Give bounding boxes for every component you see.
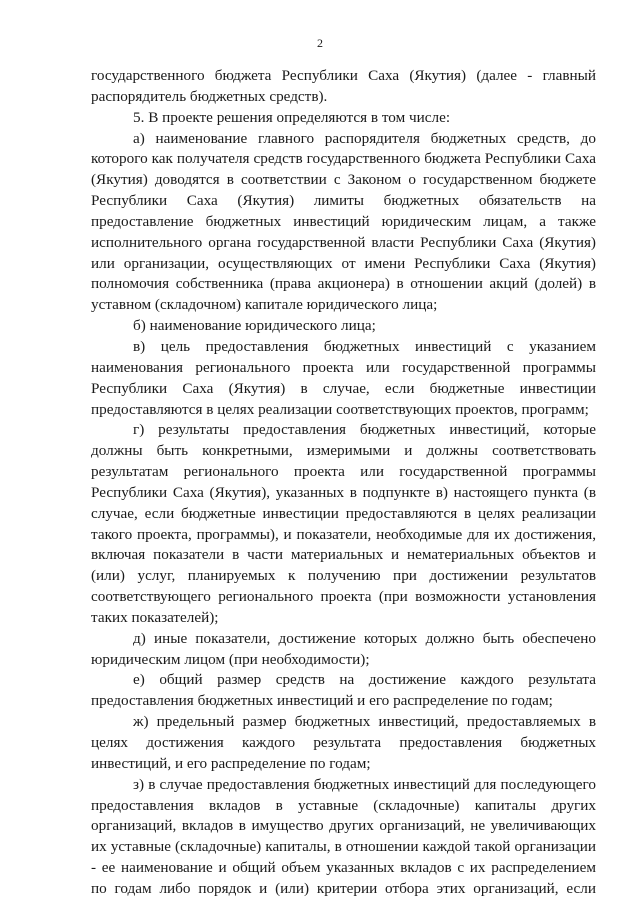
paragraph-subitem-g: г) результаты предоставления бюджетных инвестиций, которые должны быть конкретными, измеримыми и должны соответствовать результатам регионального проекта или государственной программы Республики Саха (Якутия), указанных в подпункте в) настоящего пункта (в случае, если бюджетные инвестиции предоставляются в целях реализации такого проекта, программы), и показатели, необходимые для их достижения, включая показатели в части материальных и нематериальных объектов и (или) услуг, планируемых к получению при достижении результатов соответствующего регионального проекта (при возможности установления таких показателей);	[91, 421, 596, 626]
document-body	[91, 66, 596, 900]
paragraph-subitem-a: а) наименование главного распорядителя бюджетных средств, до которого как получателя средств государственного бюджета Республики Саха (Якутия) доводятся в соответствии с Законом о государственном бюджете Республики Саха (Якутия) лимиты бюджетных обязательств на предоставление бюджетных инвестиций юридическим лицам, а также исполнительного органа государственной власти Республики Саха (Якутия) или организации, осуществляющих от имени Республики Саха (Якутия) полномочия собственника (права акционера) в отношении акций (долей) в уставном (складочном) капитале юридического лица;	[91, 129, 596, 314]
paragraph-subitem-b: б) наименование юридического лица;	[133, 317, 376, 335]
paragraph-item-5: 5. В проекте решения определяются в том числе:	[133, 108, 451, 126]
paragraph-subitem-e: е) общий размер средств на достижение каждого результата предоставления бюджетных инвестиций и его распределение по годам;	[91, 671, 596, 710]
paragraph-continuation: государственного бюджета Республики Саха (Якутия) (далее - главный распорядитель бюджетных средств).	[91, 67, 596, 105]
paragraph-subitem-z: з) в случае предоставления бюджетных инвестиций для последующего предоставления вкладов в уставные (складочные) капиталы других организаций, вкладов в имущество других организаций, не увеличивающих их уставные (складочные) капиталы, в отношении каждой такой организации - ее наименование и общий объем указанных вкладов с их распределением по годам либо порядок и (или) критерии отбора этих организаций, если	[91, 775, 596, 897]
page-number: 2	[317, 36, 323, 50]
paragraph-subitem-v: в) цель предоставления бюджетных инвестиций с указанием наименования регионального проекта или государственной программы Республики Саха (Якутия) в случае, если бюджетные инвестиции предоставляются в целях реализации соответствующих проектов, программ;	[91, 337, 596, 418]
paragraph-subitem-zh: ж) предельный размер бюджетных инвестиций, предоставляемых в целях достижения каждого результата предоставления бюджетных инвестиций, и его распределение по годам;	[91, 713, 596, 772]
paragraph-subitem-d: д) иные показатели, достижение которых должно быть обеспечено юридическим лицом (при необходимости);	[91, 629, 596, 668]
